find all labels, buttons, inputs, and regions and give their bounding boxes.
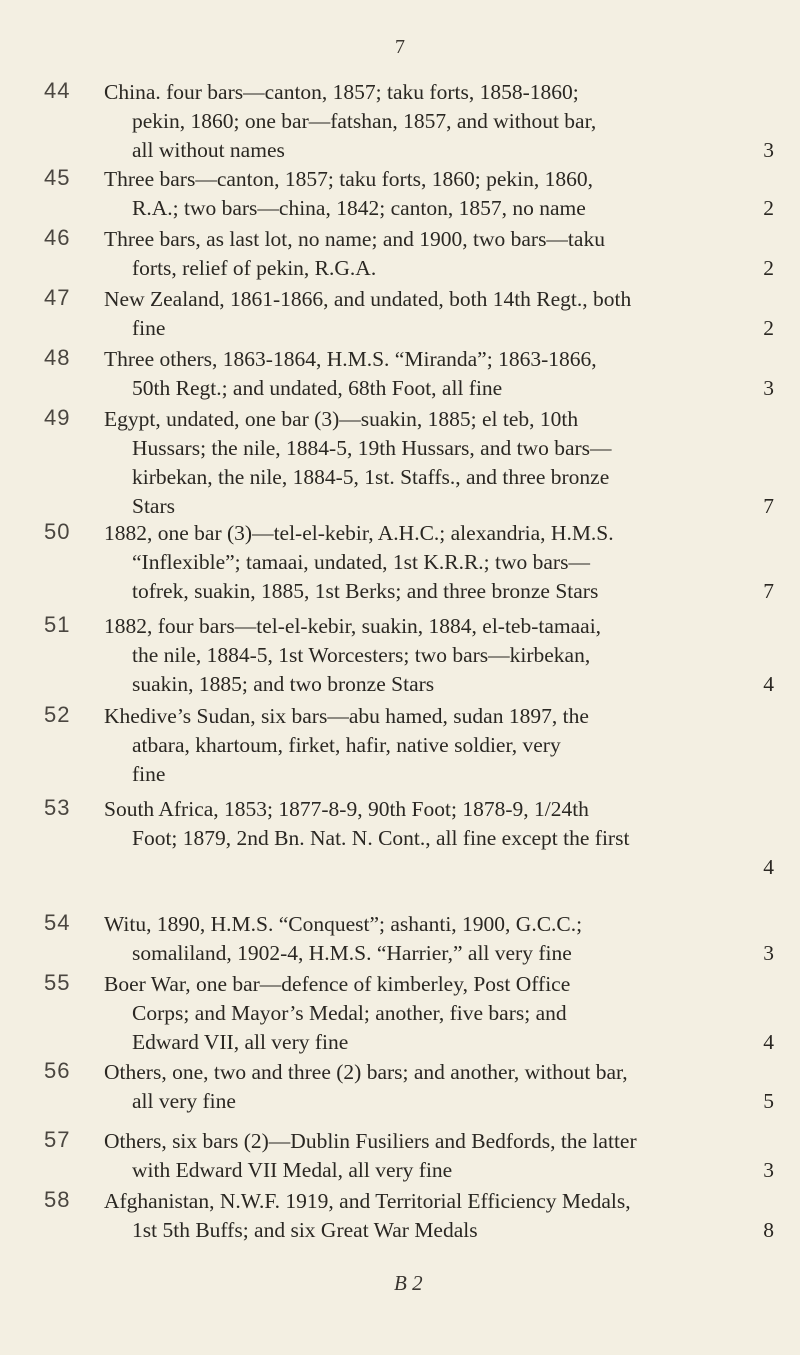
lot-description <box>104 970 774 1057</box>
description-line <box>104 492 774 521</box>
line-text: New Zealand, 1861-1866, and undated, both 14th Regt., both <box>104 287 632 311</box>
line-text: Khedive’s Sudan, six bars—abu hamed, sudan 1897, the <box>104 704 589 728</box>
line-text: Corps; and Mayor’s Medal; another, five bars; and <box>132 1001 567 1025</box>
lot-description <box>104 702 774 789</box>
line-text: Three others, 1863-1864, H.M.S. “Miranda”; 1863-1866, <box>104 347 597 371</box>
line-text: South Africa, 1853; 1877-8-9, 90th Foot; 1878-9, 1/24th <box>104 797 589 821</box>
lot-number: 51 <box>44 612 71 637</box>
line-text: 1st 5th Buffs; and six Great War Medals <box>132 1218 478 1242</box>
description-line <box>104 731 774 760</box>
lot-quantity: 2 <box>763 196 774 220</box>
line-text: Hussars; the nile, 1884-5, 19th Hussars, and two bars— <box>132 436 612 460</box>
description-line <box>104 165 774 194</box>
lot-description <box>104 285 774 343</box>
line-text: 1882, four bars—tel-el-kebir, suakin, 1884, el-teb-tamaai, <box>104 614 602 638</box>
lot-number: 54 <box>44 910 71 935</box>
lot-quantity: 2 <box>763 316 774 340</box>
line-text: suakin, 1885; and two bronze Stars <box>132 672 435 696</box>
description-line <box>104 1156 774 1185</box>
description-line <box>104 612 774 641</box>
lot-number: 53 <box>44 795 71 820</box>
description-line <box>104 374 774 403</box>
lot-number: 52 <box>44 702 71 727</box>
lot-description <box>104 612 774 699</box>
description-line <box>104 314 774 343</box>
description-line <box>104 405 774 434</box>
description-line <box>104 285 774 314</box>
line-text: Others, six bars (2)—Dublin Fusiliers and Bedfords, the latter <box>104 1129 637 1153</box>
description-line <box>104 970 774 999</box>
line-text: R.A.; two bars—china, 1842; canton, 1857, no name <box>132 196 586 220</box>
lot-number: 47 <box>44 285 71 310</box>
description-line <box>104 1028 774 1057</box>
lot-description <box>104 795 774 882</box>
description-line <box>104 760 774 789</box>
line-text: all without names <box>132 138 285 162</box>
line-text: pekin, 1860; one bar—fatshan, 1857, and without bar, <box>132 109 597 133</box>
description-line <box>104 795 774 824</box>
line-text: with Edward VII Medal, all very fine <box>132 1158 453 1182</box>
line-text: somaliland, 1902-4, H.M.S. “Harrier,” all very fine <box>132 941 572 965</box>
lot-quantity: 3 <box>763 1158 774 1182</box>
description-line <box>104 225 774 254</box>
description-line <box>104 670 774 699</box>
lot-quantity: 4 <box>763 672 774 696</box>
lot-quantity: 3 <box>763 941 774 965</box>
lot-quantity: 3 <box>763 138 774 162</box>
line-text: Three bars, as last lot, no name; and 1900, two bars—taku <box>104 227 605 251</box>
line-text: Edward VII, all very fine <box>132 1030 349 1054</box>
description-line <box>104 577 774 606</box>
description-line <box>104 1187 774 1216</box>
description-line <box>104 434 774 463</box>
lot-number: 44 <box>44 78 71 103</box>
lot-description <box>104 1127 774 1185</box>
lot-description <box>104 405 774 521</box>
lot-number: 57 <box>44 1127 71 1152</box>
lot-description <box>104 1058 774 1116</box>
line-text: fine <box>132 762 166 786</box>
line-text: 50th Regt.; and undated, 68th Foot, all fine <box>132 376 503 400</box>
description-line <box>104 107 774 136</box>
lot-number: 49 <box>44 405 71 430</box>
signature-mark: B 2 <box>394 1271 423 1295</box>
lot-number: 48 <box>44 345 71 370</box>
lot-quantity: 7 <box>763 494 774 518</box>
lot-number: 50 <box>44 519 71 544</box>
line-text: Three bars—canton, 1857; taku forts, 1860; pekin, 1860, <box>104 167 594 191</box>
description-line <box>104 345 774 374</box>
line-text: 1882, one bar (3)—tel-el-kebir, A.H.C.; alexandria, H.M.S. <box>104 521 614 545</box>
description-line <box>104 194 774 223</box>
description-line <box>104 641 774 670</box>
line-text: Egypt, undated, one bar (3)—suakin, 1885; el teb, 10th <box>104 407 579 431</box>
lot-quantity: 3 <box>763 376 774 400</box>
line-text: atbara, khartoum, firket, hafir, native soldier, very <box>132 733 561 757</box>
description-line <box>104 1216 774 1245</box>
description-line <box>104 1127 774 1156</box>
line-text: Foot; 1879, 2nd Bn. Nat. N. Cont., all fine except the first <box>132 826 630 850</box>
lot-number: 58 <box>44 1187 71 1212</box>
lot-description <box>104 519 774 606</box>
description-line <box>104 78 774 107</box>
description-line <box>104 1058 774 1087</box>
lot-number: 45 <box>44 165 71 190</box>
lot-description <box>104 78 774 165</box>
lot-number: 46 <box>44 225 71 250</box>
line-text: Stars <box>132 494 175 518</box>
description-line <box>104 463 774 492</box>
lot-description <box>104 1187 774 1245</box>
description-line <box>104 548 774 577</box>
line-text: all very fine <box>132 1089 236 1113</box>
page-number: 7 <box>395 36 405 58</box>
lot-description <box>104 225 774 283</box>
description-line <box>104 824 774 853</box>
description-line <box>104 999 774 1028</box>
line-text: China. four bars—canton, 1857; taku forts, 1858-1860; <box>104 80 579 104</box>
lot-description <box>104 345 774 403</box>
lot-quantity: 5 <box>763 1089 774 1113</box>
description-line <box>104 939 774 968</box>
lot-quantity: 7 <box>763 579 774 603</box>
lot-quantity: 2 <box>763 256 774 280</box>
description-line <box>104 254 774 283</box>
line-text: kirbekan, the nile, 1884-5, 1st. Staffs., and three bronze <box>132 465 610 489</box>
lot-description <box>104 165 774 223</box>
line-text: Others, one, two and three (2) bars; and another, without bar, <box>104 1060 628 1084</box>
description-line <box>104 910 774 939</box>
line-text: forts, relief of pekin, R.G.A. <box>132 256 377 280</box>
description-line <box>104 136 774 165</box>
line-text: Witu, 1890, H.M.S. “Conquest”; ashanti, 1900, G.C.C.; <box>104 912 583 936</box>
lot-quantity: 4 <box>763 1030 774 1054</box>
lot-quantity: 4 <box>763 855 774 879</box>
line-text: “Inflexible”; tamaai, undated, 1st K.R.R.; two bars— <box>132 550 590 574</box>
lot-number: 55 <box>44 970 71 995</box>
description-line <box>104 853 774 882</box>
lot-description <box>104 910 774 968</box>
description-line <box>104 1087 774 1116</box>
lot-number: 56 <box>44 1058 71 1083</box>
line-text: Afghanistan, N.W.F. 1919, and Territorial Efficiency Medals, <box>104 1189 631 1213</box>
line-text: tofrek, suakin, 1885, 1st Berks; and three bronze Stars <box>132 579 599 603</box>
description-line <box>104 519 774 548</box>
line-text: fine <box>132 316 166 340</box>
lot-quantity: 8 <box>763 1218 774 1242</box>
line-text: Boer War, one bar—defence of kimberley, Post Office <box>104 972 571 996</box>
line-text: the nile, 1884-5, 1st Worcesters; two bars—kirbekan, <box>132 643 591 667</box>
description-line <box>104 702 774 731</box>
